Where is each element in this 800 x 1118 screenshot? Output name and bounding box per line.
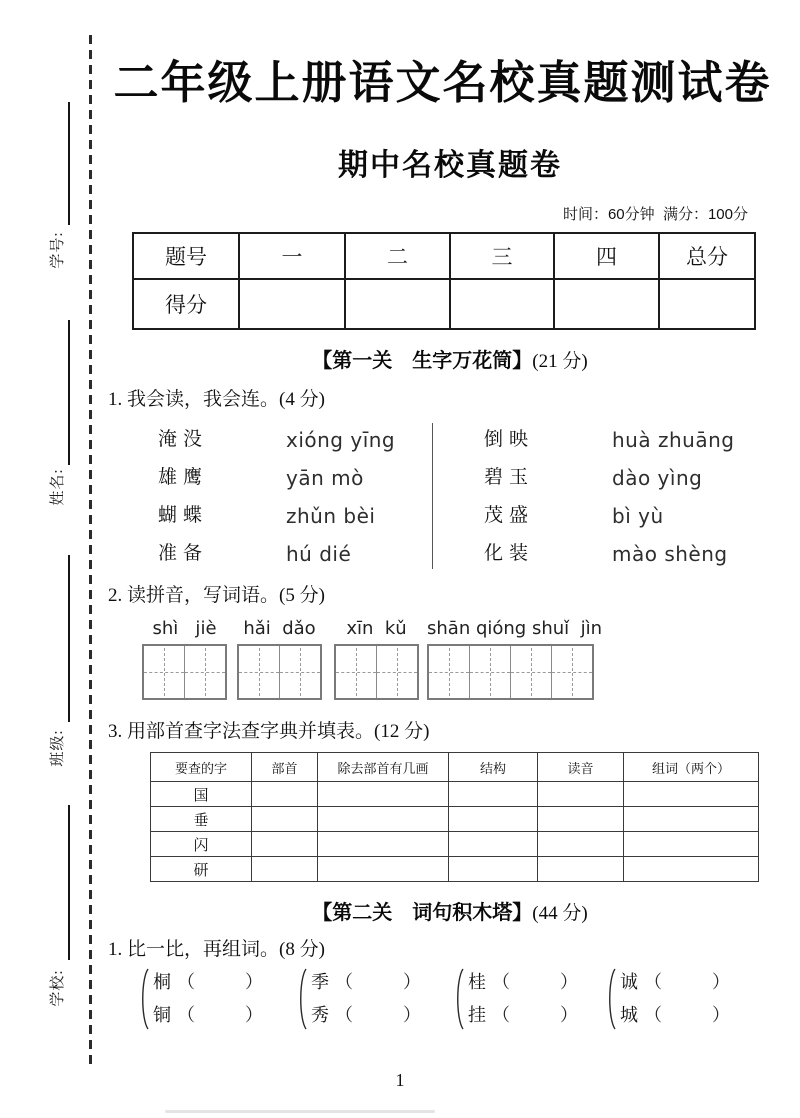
score-empty-cell	[554, 279, 659, 329]
lookup-character: 垂	[151, 807, 252, 832]
pair-character: 城	[620, 1005, 638, 1025]
word-pair-group-2	[296, 966, 421, 1032]
match-column-divider	[432, 423, 433, 569]
close-paren: ）	[403, 972, 421, 992]
binding-dashed-line	[89, 35, 92, 1068]
lookup-header-row	[151, 753, 759, 782]
sidebar-label-school: 学校:	[50, 969, 66, 1007]
lookup-row	[151, 782, 759, 807]
close-paren: ）	[560, 972, 578, 992]
lookup-empty-cell	[624, 807, 759, 832]
close-paren: ）	[712, 1005, 730, 1025]
grid-pinyin-label: shān qióng shuǐ jìn	[427, 618, 602, 639]
lookup-empty-cell	[624, 832, 759, 857]
student-id-blank-line	[68, 102, 70, 225]
score-header-cell: 一	[239, 233, 345, 279]
grid-cell	[377, 646, 417, 698]
match-right-words	[484, 421, 534, 573]
match-word: 碧玉	[484, 467, 535, 488]
grid-pinyin-label: shì jiè	[152, 618, 217, 639]
lookup-empty-cell	[252, 782, 318, 807]
lookup-empty-cell	[538, 807, 624, 832]
grid-cell	[336, 646, 377, 698]
close-paren: ）	[245, 972, 263, 992]
score-empty-cell	[239, 279, 345, 329]
lookup-header-cell: 部首	[252, 753, 318, 782]
lookup-empty-cell	[538, 857, 624, 882]
section-2-title: 【第二关 词句积木塔】	[312, 902, 533, 924]
lookup-empty-cell	[624, 782, 759, 807]
pair-column	[468, 966, 578, 1032]
open-paren: （	[177, 972, 195, 992]
score-row-label: 得分	[133, 279, 239, 329]
score-header-cell: 四	[554, 233, 659, 279]
word-pair-group-1	[138, 966, 263, 1032]
pair-column	[153, 966, 263, 1032]
question-1-2-label: 2. 读拼音，写词语。(5 分)	[108, 585, 325, 606]
radical-lookup-table	[150, 752, 759, 882]
word-pair-group-3	[453, 966, 578, 1032]
match-word: 雄鹰	[158, 467, 209, 488]
match-word: 倒映	[484, 429, 535, 450]
grid-pinyin-label: hǎi dǎo	[243, 618, 316, 639]
match-left-pinyin	[286, 421, 395, 573]
grid-cell	[144, 646, 185, 698]
score-empty-cell	[450, 279, 554, 329]
lookup-empty-cell	[449, 832, 538, 857]
section-2-heading	[105, 896, 795, 925]
pair-brace	[605, 966, 617, 1032]
match-pinyin-item: hú dié	[286, 542, 352, 566]
exam-time-score-info: 时间：60分钟 满分：100分	[562, 206, 748, 223]
match-word: 准备	[158, 543, 209, 564]
pinyin-grid-group-4	[427, 616, 602, 700]
close-paren: ）	[403, 1005, 421, 1025]
sidebar-label-class: 班级:	[50, 729, 66, 767]
match-word: 茂盛	[484, 505, 535, 526]
class-blank-line	[68, 555, 70, 722]
pair-character: 桐	[153, 972, 171, 992]
sidebar-label-name: 姓名:	[50, 468, 66, 506]
open-paren: （	[335, 1005, 353, 1025]
exam-title: 二年级上册语文名校真题测试卷	[113, 57, 772, 108]
lookup-character: 闪	[151, 832, 252, 857]
exam-subtitle: 期中名校真题卷	[338, 149, 562, 182]
grid-cell	[511, 646, 552, 698]
page-number: 1	[395, 1070, 405, 1090]
lookup-empty-cell	[318, 857, 449, 882]
match-word: 化装	[484, 543, 535, 564]
lookup-empty-cell	[318, 807, 449, 832]
pinyin-grid-group-1	[142, 616, 227, 700]
writing-grid	[237, 644, 322, 700]
lookup-empty-cell	[252, 857, 318, 882]
open-paren: （	[492, 972, 510, 992]
match-pinyin-item: huà zhuāng	[612, 428, 735, 452]
grid-cell	[185, 646, 225, 698]
match-pinyin-item: xióng yīng	[286, 428, 396, 452]
lookup-row	[151, 807, 759, 832]
pair-row	[620, 966, 730, 999]
match-pinyin-item: dào yìng	[612, 466, 703, 490]
close-paren: ）	[560, 1005, 578, 1025]
score-empty-cell	[345, 279, 450, 329]
name-blank-line	[68, 320, 70, 465]
school-blank-line	[68, 805, 70, 960]
lookup-row	[151, 832, 759, 857]
pair-row	[153, 999, 263, 1032]
pinyin-grid-group-3	[334, 616, 419, 700]
writing-grid	[334, 644, 419, 700]
open-paren: （	[492, 1005, 510, 1025]
pair-brace	[453, 966, 465, 1032]
pair-row	[311, 999, 421, 1032]
pair-row	[311, 966, 421, 999]
pair-column	[311, 966, 421, 1032]
lookup-empty-cell	[538, 782, 624, 807]
pair-character: 挂	[468, 1005, 486, 1025]
score-header-cell: 三	[450, 233, 554, 279]
score-header-cell: 总分	[659, 233, 755, 279]
pair-character: 季	[311, 972, 329, 992]
lookup-empty-cell	[449, 782, 538, 807]
pair-character: 铜	[153, 1005, 171, 1025]
pair-row	[620, 999, 730, 1032]
pair-character: 桂	[468, 972, 486, 992]
lookup-character: 研	[151, 857, 252, 882]
grid-cell	[552, 646, 592, 698]
lookup-empty-cell	[252, 807, 318, 832]
pair-brace	[138, 966, 150, 1032]
match-pinyin-item: bì yù	[612, 504, 664, 528]
grid-cell	[470, 646, 511, 698]
open-paren: （	[177, 1005, 195, 1025]
lookup-empty-cell	[318, 782, 449, 807]
match-right-pinyin	[612, 421, 734, 573]
score-table-score-row	[133, 279, 755, 329]
score-table	[132, 232, 756, 330]
lookup-empty-cell	[449, 857, 538, 882]
match-pinyin-item: mào shèng	[612, 542, 728, 566]
lookup-header-cell: 读音	[538, 753, 624, 782]
match-word: 蝴蝶	[158, 505, 209, 526]
grid-cell	[429, 646, 470, 698]
lookup-empty-cell	[538, 832, 624, 857]
lookup-header-cell: 组词（两个）	[624, 753, 759, 782]
score-table-header-row	[133, 233, 755, 279]
score-header-cell: 二	[345, 233, 450, 279]
lookup-character: 国	[151, 782, 252, 807]
grid-cell	[239, 646, 280, 698]
open-paren: （	[644, 972, 662, 992]
sidebar-label-student-id: 学号:	[50, 231, 66, 269]
lookup-header-cell: 除去部首有几画	[318, 753, 449, 782]
question-1-3-label: 3. 用部首查字法查字典并填表。(12 分)	[108, 721, 430, 742]
lookup-empty-cell	[624, 857, 759, 882]
lookup-row	[151, 857, 759, 882]
close-paren: ）	[712, 972, 730, 992]
lookup-empty-cell	[252, 832, 318, 857]
pair-brace	[296, 966, 308, 1032]
pair-character: 秀	[311, 1005, 329, 1025]
lookup-empty-cell	[449, 807, 538, 832]
pair-column	[620, 966, 730, 1032]
section-1-points: (21 分)	[532, 351, 588, 372]
lookup-header-cell: 结构	[449, 753, 538, 782]
question-1-1-label: 1. 我会读，我会连。(4 分)	[108, 389, 325, 410]
open-paren: （	[644, 1005, 662, 1025]
match-pinyin-item: yān mò	[286, 466, 364, 490]
section-1-heading	[105, 344, 795, 373]
pinyin-grid-group-2	[237, 616, 322, 700]
pair-row	[153, 966, 263, 999]
pair-row	[468, 966, 578, 999]
grid-pinyin-label: xīn kǔ	[346, 618, 407, 639]
section-1-title: 【第一关 生字万花筒】	[312, 350, 533, 372]
section-2-points: (44 分)	[532, 903, 588, 924]
match-left-words	[158, 421, 208, 573]
writing-grid	[427, 644, 594, 700]
pair-character: 诚	[620, 972, 638, 992]
pair-row	[468, 999, 578, 1032]
question-2-1-label: 1. 比一比，再组词。(8 分)	[108, 939, 325, 960]
lookup-header-cell: 要查的字	[151, 753, 252, 782]
match-word: 淹没	[158, 429, 209, 450]
writing-grid	[142, 644, 227, 700]
score-header-cell: 题号	[133, 233, 239, 279]
match-pinyin-item: zhǔn bèi	[286, 504, 376, 528]
grid-cell	[280, 646, 320, 698]
word-pair-group-4	[605, 966, 730, 1032]
open-paren: （	[335, 972, 353, 992]
score-empty-cell	[659, 279, 755, 329]
close-paren: ）	[245, 1005, 263, 1025]
lookup-empty-cell	[318, 832, 449, 857]
scan-artifact	[165, 1110, 435, 1113]
